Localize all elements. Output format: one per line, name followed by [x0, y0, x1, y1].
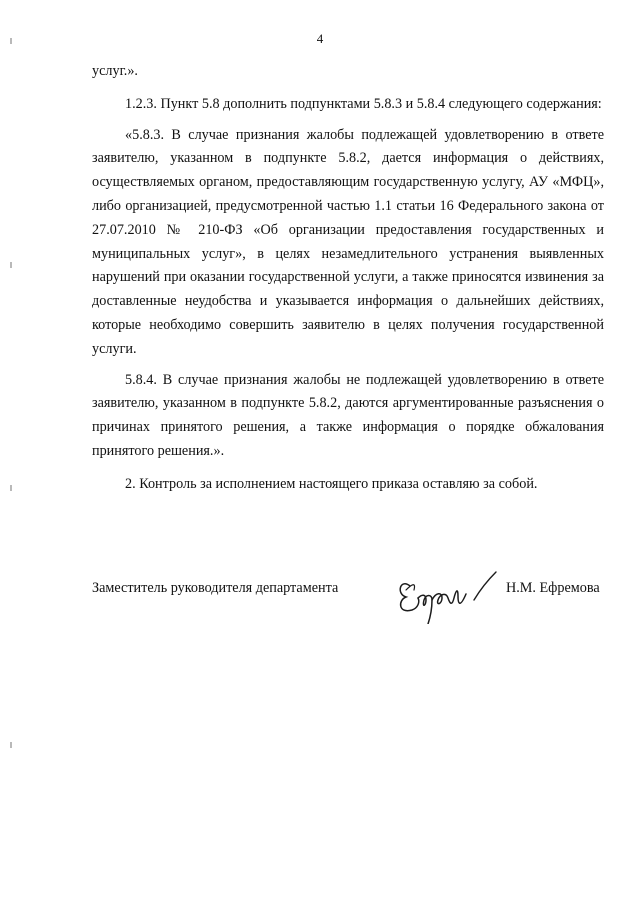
paragraph-continuation: услуг.». [92, 63, 138, 79]
signatory-name: Н.М. Ефремова [506, 580, 600, 596]
margin-mark [10, 742, 12, 748]
paragraph-5-8-4: 5.8.4. В случае признания жалобы не подлежащей удовлетворению в ответе заявителю, указанном в подпункте 5.8.2, даются аргументированные разъяснения о причинах принятого решения, а также информация о порядке обжалования принятого решения.». [92, 371, 604, 459]
paragraph-control: 2. Контроль за исполнением настоящего приказа оставляю за собой. [125, 475, 538, 492]
page-number: 4 [316, 31, 324, 46]
signatory-position: Заместитель руководителя департамента [92, 580, 339, 596]
margin-mark [10, 262, 12, 268]
handwritten-signature [392, 564, 502, 624]
paragraph-5-8-3: «5.8.3. В случае признания жалобы подлежащей удовлетворению в ответе заявителю, указанном в подпункте 5.8.2, дается информация о действиях, осуществляемых органом, предоставляющим государственную услугу, АУ «МФЦ», либо организацией, предусмотренной частью 1.1 статьи 16 Федерального закона от 27.07.2010 № 210-ФЗ «Об организации предоставления государственных и муниципальных услуг», в целях незамедлительного устранения выявленных нарушений при оказании государственной услуги, а также приносятся извинения за доставленные неудобства и указывается информация о дальнейших действиях, которые необходимо совершить заявителю в целях получения государственной услуги. [92, 126, 604, 357]
margin-mark [10, 38, 12, 44]
signature-block [92, 576, 632, 636]
margin-mark [10, 485, 12, 491]
document-body [92, 60, 604, 497]
paragraph-1-2-3: 1.2.3. Пункт 5.8 дополнить подпунктами 5.8.3 и 5.8.4 следующего содержания: [125, 95, 602, 112]
